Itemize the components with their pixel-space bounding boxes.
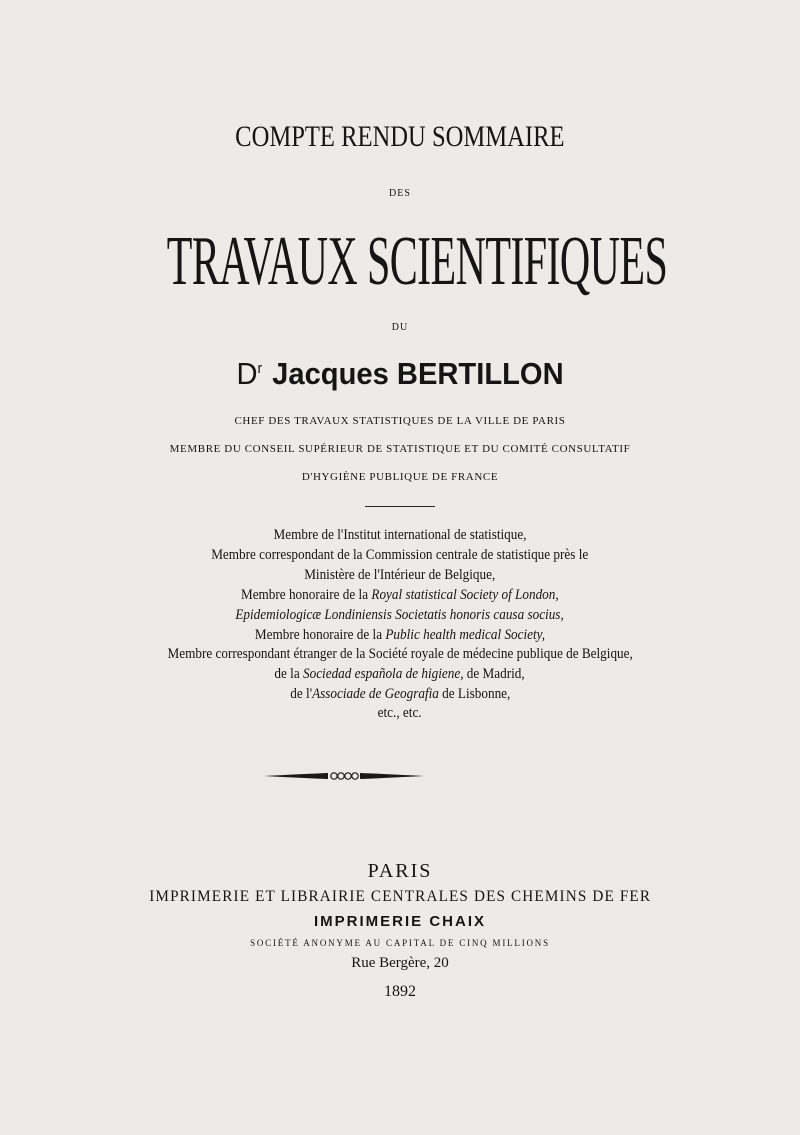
society-name: Epidemiologicæ Londiniensis Societatis honoris causa socius, xyxy=(235,607,565,623)
title-connector-des: DES xyxy=(389,188,411,199)
membership-line xyxy=(0,607,800,624)
position-line: MEMBRE DU CONSEIL SUPÉRIEUR DE STATISTIQUE ET DU COMITÉ CONSULTATIF xyxy=(169,443,631,455)
position-line: CHEF DES TRAVAUX STATISTIQUES DE LA VILLE DE PARIS xyxy=(234,415,566,427)
society-name: Sociedad española de higiene, xyxy=(303,666,464,682)
membership-line: de l'Associade de Geografia de Lisbonne, xyxy=(289,686,511,702)
membership-line: Membre honoraire de la Public health medical Society, xyxy=(254,627,546,643)
imprint-printer: IMPRIMERIE CHAIX xyxy=(313,913,486,930)
society-name: Royal statistical Society of London, xyxy=(371,587,559,603)
title-line-1-text: COMPTE RENDU SOMMAIRE xyxy=(235,120,565,153)
short-divider-rule xyxy=(365,506,435,507)
author-name xyxy=(0,356,800,392)
membership-line: Membre de l'Institut international de statistique, xyxy=(273,527,527,543)
imprint-publisher: IMPRIMERIE ET LIBRAIRIE CENTRALES DES CHEMINS DE FER xyxy=(149,888,651,905)
author-full-name: Jacques BERTILLON xyxy=(272,356,564,391)
society-name: Public health medical Society, xyxy=(385,627,546,643)
imprint-year: 1892 xyxy=(384,983,416,1000)
membership-line: Membre correspondant de la Commission centrale de statistique près le xyxy=(211,547,589,563)
title-connector-du: DU xyxy=(391,322,409,333)
author-prefix: D xyxy=(236,356,258,391)
society-name: Associade de Geografia xyxy=(311,686,439,702)
imprint-city: PARIS xyxy=(367,860,433,882)
membership-line: Membre honoraire de la Royal statistical Society of London, xyxy=(241,587,559,603)
title-line-1 xyxy=(0,120,800,154)
membership-line: Ministère de l'Intérieur de Belgique, xyxy=(304,567,496,583)
imprint-company: SOCIÉTÉ ANONYME AU CAPITAL DE CINQ MILLIONS xyxy=(250,938,550,948)
membership-line: Membre correspondant étranger de la Société royale de médecine publique de Belgique, xyxy=(167,646,633,662)
membership-line: etc., etc. xyxy=(378,705,422,721)
main-title xyxy=(0,222,800,302)
position-line: D'HYGIÈNE PUBLIQUE DE FRANCE xyxy=(301,471,499,483)
author-prefix-superscript: r xyxy=(257,360,263,377)
ornamental-divider xyxy=(262,768,426,784)
imprint-street: Rue Bergère, 20 xyxy=(351,955,449,971)
main-title-text: TRAVAUX SCIENTIFIQUES xyxy=(166,223,668,300)
membership-line: de la Sociedad española de higiene, de Madrid, xyxy=(274,666,526,682)
